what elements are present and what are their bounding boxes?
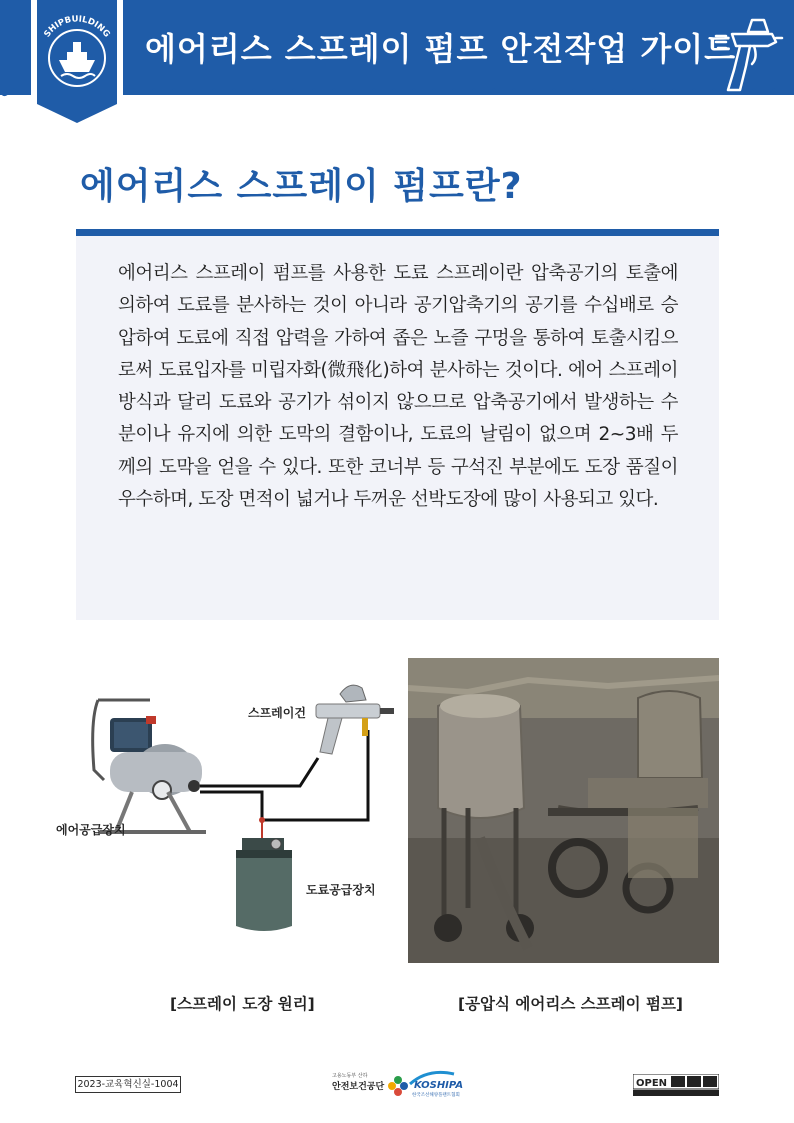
koshipa-name: KOSHIPA [414, 1080, 464, 1091]
kosha-subtext: 고용노동부 산하 [332, 1073, 368, 1079]
paint-pot-illustration [236, 817, 292, 931]
kosha-symbol-icon [388, 1076, 408, 1096]
license-noncommercial-icon [687, 1076, 701, 1087]
caption-left: [스프레이 도장 원리] [170, 995, 315, 1013]
spray-gun-icon [712, 14, 784, 94]
air-compressor-illustration [93, 700, 206, 832]
koshipa-logo [408, 1066, 476, 1098]
section-title: 에어리스 스프레이 펌프란? [80, 166, 523, 207]
koshipa-subtext: 한국조선해양플랜트협회 [412, 1093, 460, 1098]
open-label: OPEN [636, 1078, 668, 1089]
label-spray-gun: 스프레이건 [248, 706, 306, 720]
label-paint-supply: 도료공급장치 [306, 883, 376, 897]
description-box [76, 229, 719, 620]
license-noderivs-icon [703, 1076, 717, 1087]
document-code: 2023-교육혁신실-1004 [75, 1076, 181, 1093]
license-attribution-icon [671, 1076, 685, 1087]
label-air-supply: 에어공급장치 [56, 823, 126, 837]
kosha-logo [330, 1068, 410, 1100]
airless-pump-photo [408, 658, 719, 963]
open-license-badge [633, 1074, 719, 1096]
description-text: 에어리스 스프레이 펌프를 사용한 도료 스프레이란 압축공기의 토출에 의하여 도료를 분사하는 것이 아니라 공기압축기의 공기를 수십배로 승압하여 도료에 직접 압력을 가하여 좁은 노즐 구멍을 통하여 토출시킴으로써 도료입자를 미립자화(微飛化)하여 분사하는 것이다. 에어 스프레이 방식과 달리 도료와 공기가 섞이지 않으므로 압축공기에서 발생하는 수분이나 유지에 의한 도막의 결함이나, 도료의 날림이 없으며 2~3배 두께의 도막을 얻을 수 있다. 또한 코너부 등 구석진 부분에도 도장 품질이 우수하며, 도장 면적이 넓거나 두꺼운 선박도장에 많이 사용되고 있다. [118, 263, 678, 511]
badge-text: SHIPBUILDING [42, 14, 112, 40]
page-title: 에어리스 스프레이 펌프 안전작업 가이드 [145, 30, 737, 68]
shipbuilding-badge [31, 0, 123, 130]
spray-gun-illustration [316, 685, 394, 754]
spray-principle-diagram [50, 660, 410, 960]
kosha-name: 안전보건공단 [332, 1082, 385, 1092]
caption-right: [공압식 에어리스 스프레이 펌프] [458, 995, 684, 1013]
